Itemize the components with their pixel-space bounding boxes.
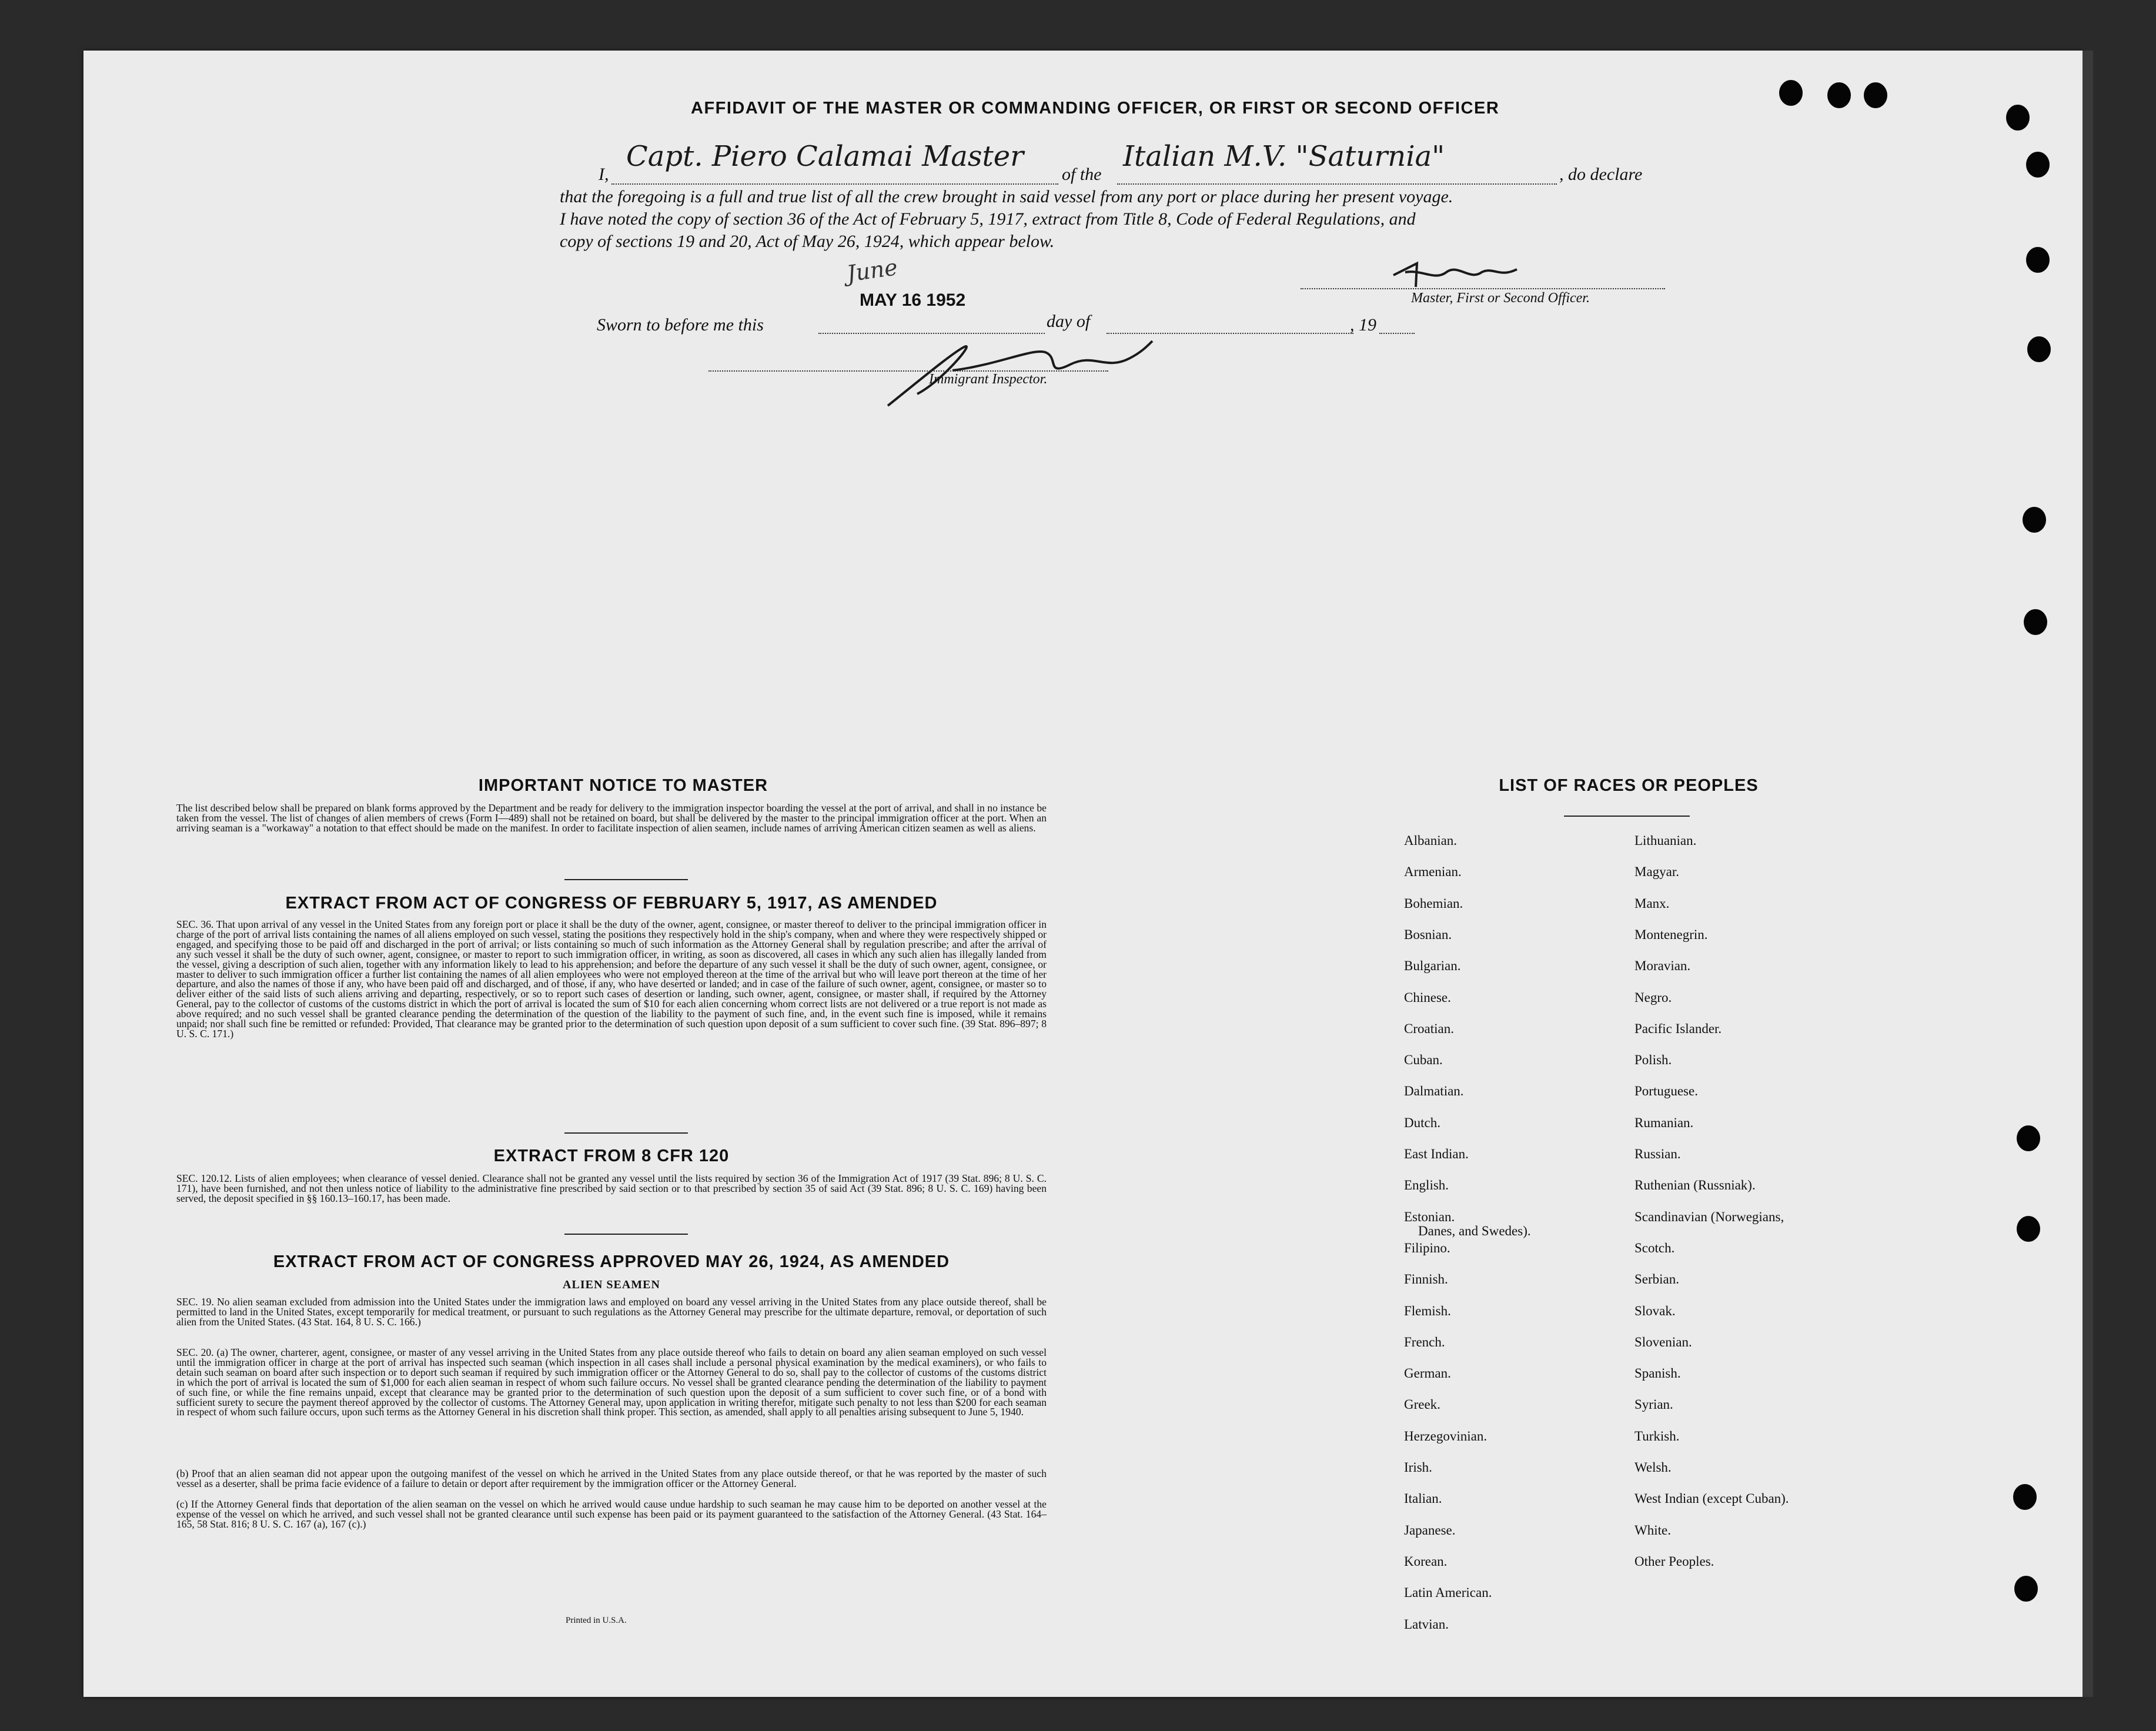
race-item: Pacific Islander. — [1634, 1021, 1722, 1036]
race-item: Irish. — [1404, 1460, 1432, 1475]
punch-hole — [2017, 1216, 2040, 1242]
race-item: East Indian. — [1404, 1147, 1469, 1161]
race-item: Estonian. — [1404, 1209, 1455, 1224]
divider — [564, 879, 688, 880]
race-item: Magyar. — [1634, 864, 1680, 880]
race-item: Manx. — [1634, 895, 1670, 911]
race-item: Albanian. — [1404, 833, 1458, 848]
race-item: French. — [1404, 1334, 1445, 1349]
vessel-name-line — [1117, 183, 1557, 185]
extract-1924-title: EXTRACT FROM ACT OF CONGRESS APPROVED MAY 26, 1924, AS AMENDED — [273, 1252, 950, 1271]
race-item: Bohemian. — [1404, 895, 1463, 911]
divider — [1564, 816, 1690, 817]
notice-title: IMPORTANT NOTICE TO MASTER — [478, 776, 768, 795]
page-edge-shadow — [2083, 51, 2093, 1697]
extract-1917-body: SEC. 36. That upon arrival of any vessel in the United States from any foreign port or place it shall be the duty of the owner, agent, consignee, or master thereof to deliver to the principal immigration officer in charge of the port of arrival lists containing the names of all aliens employed on such vessel, stating the positions they respectively hold in the ship's company, when and where they were respectively shipped or engaged, and specifying those to be paid off and discharged in the port of arrival; or lists containing so much of such information as the Attorney General shall by regulation prescribe; and after the arrival of any such vessel it shall be the duty of such owner, agent, consignee, or master to report to such immigration officer, in writing, as soon as discovered, all cases in which any such alien has illegally landed from the vessel, giving a description of such alien, together with any information likely to lead to his apprehension; and before the departure of any such vessel it shall be the duty of such owner, agent, consignee, or master to deliver to such immigration officer a further list containing the names of all alien employees who were not employed thereon at the time of the arrival but who will leave port thereon at the time of her departure, and also the names of those if any, who have been paid off and discharged, and of those, if any, who have deserted or landed; and in case of the failure of such owner, agent, consignee, or master so to deliver either of the said lists of such aliens arriving and departing, respectively, or so to report such cases of desertion or landing, such owner, agent, consignee, or master shall, if required by the Attorney General, pay to the collector of customs of the customs district in which the port of arrival is located the sum of $10 for each alien concerning whom correct lists are not delivered or a true report is not made as above required; and no such vessel shall be granted clearance pending the determination of the question of the liability to the payment of such fine, and, in the event such fine is imposed, while it remains unpaid; nor shall such fine be remitted or refunded: Provided, That clearance may be granted prior to the determination of such question upon deposit of a sum sufficient to cover such fine. (39 Stat. 896–897; 8 U. S. C. 171.) — [176, 918, 1047, 1040]
affidavit-i-label: I, — [599, 165, 609, 184]
date-stamp: MAY 16 1952 — [860, 290, 966, 310]
race-item: White. — [1634, 1522, 1671, 1538]
extract-cfr-title: EXTRACT FROM 8 CFR 120 — [493, 1147, 730, 1165]
race-item: Filipino. — [1404, 1240, 1450, 1255]
race-item: Dutch. — [1404, 1115, 1440, 1130]
race-item: Bosnian. — [1404, 927, 1452, 942]
stamp-annotation: June — [845, 254, 900, 287]
race-item: Spanish. — [1634, 1366, 1681, 1381]
race-item: Bulgarian. — [1404, 958, 1461, 974]
extract-1924-b: (b) Proof that an alien seaman did not appear upon the outgoing manifest of the vessel on which he arrived in the United States from any place outside thereof, or that he was reported by the master of such vessel as a deserter, shall be prima facie evidence of a failure to detain or deport after requirement by the immigration officer or the Attorney General. — [176, 1468, 1047, 1489]
race-item: Moravian. — [1634, 958, 1691, 974]
day-of-label: day of — [1047, 312, 1091, 331]
sworn-label: Sworn to before me this — [597, 315, 764, 335]
of-the-label: of the — [1062, 165, 1102, 184]
race-item: Finnish. — [1404, 1272, 1448, 1287]
master-signature — [1382, 246, 1523, 293]
race-item: Scandinavian (Norwegians, — [1634, 1209, 1784, 1224]
race-item: Serbian. — [1634, 1272, 1680, 1287]
punch-hole — [1779, 80, 1803, 106]
race-item: Latin American. — [1404, 1585, 1492, 1600]
affidavit-title: AFFIDAVIT OF THE MASTER OR COMMANDING OFFICER, OR FIRST OR SECOND OFFICER — [691, 99, 1500, 118]
race-item: Montenegrin. — [1634, 927, 1708, 942]
race-item: Herzegovinian. — [1404, 1428, 1488, 1443]
race-item: Cuban. — [1404, 1052, 1443, 1068]
extract-1924-sec20: SEC. 20. (a) The owner, charterer, agent, consignee, or master of any vessel arriving in the United States from any place outside thereof who fails to detain on board any alien seaman employed on such vessel until the immigration officer in charge at the port of arrival has inspected such seaman (which inspection in all cases shall include a personal physical examination by the medical examiners), or who fails to detain such seaman on board after such inspection or to deport such seaman if required by such immigration officer or the Attorney General to do so, shall pay to the collector of customs of the customs district in which the port of arrival is located the sum of $1,000 for each alien seaman in respect of whom such failure occurs. No vessel shall be granted clearance pending the determination of the liability to payment of such fine, or while the fine remains unpaid, except that clearance may be granted prior to the determination of such question upon the deposit of a sum sufficient to cover such fine, or of a bond with sufficient surety to secure the payment thereof approved by the collector of customs. The Attorney General may, upon application in writing therefor, mitigate such penalty to not less than $200 for each seaman in respect of whom such failure occurs, upon such terms as the Attorney General in his discretion shall think proper. This section, as amended, shall apply to all penalties arising subsequent to June 5, 1940. — [176, 1346, 1047, 1418]
race-item: Chinese. — [1404, 990, 1451, 1005]
races-title: LIST OF RACES OR PEOPLES — [1499, 776, 1759, 795]
race-item: English. — [1404, 1178, 1449, 1193]
punch-hole — [2017, 1125, 2040, 1151]
document-page — [83, 51, 2083, 1697]
race-item: Syrian. — [1634, 1397, 1673, 1412]
punch-hole — [2006, 105, 2030, 131]
race-item: Korean. — [1404, 1553, 1448, 1569]
extract-1924-c: (c) If the Attorney General finds that deportation of the alien seaman on the vessel on which he arrived would cause undue hardship to such seaman he may cause him to be deported on another vessel at the expense of the vessel on which he arrived, and such vessel shall not be granted clearance until such expense has been paid or its payment guaranteed to the satisfaction of the Attorney General. (43 Stat. 164–165, 58 Stat. 816; 8 U. S. C. 167 (a), 167 (c).) — [176, 1498, 1047, 1530]
race-item: Latvian. — [1404, 1616, 1449, 1632]
vessel-name-handwritten: Italian M.V. "Saturnia" — [1123, 140, 1445, 173]
extract-1924-sec19: SEC. 19. No alien seaman excluded from admission into the United States under the immigration laws and employed on board any vessel arriving in the United States from any place outside thereof, shall be permitted to land in the United States, except temporarily for medical treatment, or pursuant to such regulations as the Attorney General may prescribe for the ultimate departure, removal, or deportation of such alien from the United States. (43 Stat. 164, 8 U. S. C. 166.) — [176, 1296, 1047, 1328]
race-item: Japanese. — [1404, 1522, 1456, 1538]
race-item: Polish. — [1634, 1052, 1672, 1068]
race-item: Danes, and Swedes). — [1418, 1223, 1531, 1238]
affidavit-line-3: I have noted the copy of section 36 of the Act of February 5, 1917, extract from Title 8, Code of Federal Regulations, and — [560, 209, 1416, 229]
master-signature-line — [1301, 288, 1665, 289]
alien-seamen-subtitle: ALIEN SEAMEN — [563, 1278, 660, 1291]
punch-hole — [2023, 507, 2046, 533]
punch-hole — [1827, 82, 1851, 108]
punch-hole — [2024, 609, 2047, 635]
inspector-caption: Immigrant Inspector. — [929, 372, 1048, 387]
race-item: Turkish. — [1634, 1428, 1680, 1443]
race-item: Flemish. — [1404, 1303, 1451, 1318]
punch-hole — [2026, 247, 2050, 273]
sworn-year-line — [1379, 333, 1415, 334]
race-item: Russian. — [1634, 1147, 1681, 1161]
race-item: Ruthenian (Russniak). — [1634, 1178, 1756, 1193]
affidavit-line-4: copy of sections 19 and 20, Act of May 26, 1924, which appear below. — [560, 232, 1055, 251]
punch-hole — [2013, 1484, 2037, 1510]
race-item: Other Peoples. — [1634, 1553, 1714, 1569]
race-item: Rumanian. — [1634, 1115, 1694, 1130]
divider — [564, 1132, 688, 1134]
divider — [564, 1234, 688, 1235]
punch-hole — [2026, 152, 2050, 178]
race-item: Portuguese. — [1634, 1084, 1698, 1099]
race-item: Welsh. — [1634, 1460, 1672, 1475]
race-item: Italian. — [1404, 1491, 1442, 1506]
year-prefix: , 19 — [1350, 315, 1376, 335]
race-item: Scotch. — [1634, 1240, 1675, 1255]
master-name-line — [611, 183, 1058, 185]
extract-1917-title: EXTRACT FROM ACT OF CONGRESS OF FEBRUARY 5, 1917, AS AMENDED — [285, 894, 938, 913]
race-item: Armenian. — [1404, 864, 1462, 880]
master-signature-caption: Master, First or Second Officer. — [1411, 290, 1590, 306]
inspector-signature-line — [708, 370, 1108, 372]
do-declare-label: , do declare — [1559, 165, 1643, 184]
extract-cfr-body: SEC. 120.12. Lists of alien employees; when clearance of vessel denied. Clearance shall not be granted any vessel until the lists required by section 36 of the Immigration Act of 1917 (39 Stat. 896; 8 U. S. C. 171), have been furnished, and not then unless notice of liability to the administrative fine prescribed by said section or to that prescribed by section 35 of said Act (39 Stat. 896; 8 U. S. C. 169) having been served, the deposit specified in §§ 160.13–160.17, has been made. — [176, 1172, 1047, 1204]
punch-hole — [2027, 336, 2051, 362]
punch-hole — [1864, 82, 1887, 108]
race-item: Lithuanian. — [1634, 833, 1697, 848]
race-item: West Indian (except Cuban). — [1634, 1491, 1789, 1506]
affidavit-line-2: that the foregoing is a full and true list of all the crew brought in said vessel from any port or place during her present voyage. — [560, 187, 1453, 206]
printed-in-usa: Printed in U.S.A. — [566, 1616, 627, 1625]
race-item: Negro. — [1634, 990, 1672, 1005]
notice-body: The list described below shall be prepared on blank forms approved by the Department and be ready for delivery to the immigration inspector boarding the vessel at the port of arrival, and shall in no instance be taken from the vessel. The list of changes of alien members of crews (Form I—489) shall not be retained on board, but shall be delivered by the master to the principal immigration officer at the port. When an arriving seaman is a "workaway" a notation to that effect should be made on the manifest. In order to facilitate inspection of alien seamen, include names of arriving American citizen seamen as well as aliens. — [176, 802, 1047, 834]
master-name-handwritten: Capt. Piero Calamai Master — [626, 140, 1024, 173]
race-item: Dalmatian. — [1404, 1084, 1464, 1099]
race-item: German. — [1404, 1366, 1451, 1381]
punch-hole — [2014, 1576, 2038, 1602]
race-item: Slovak. — [1634, 1303, 1676, 1318]
race-item: Greek. — [1404, 1397, 1440, 1412]
race-item: Slovenian. — [1634, 1334, 1692, 1349]
race-item: Croatian. — [1404, 1021, 1454, 1036]
